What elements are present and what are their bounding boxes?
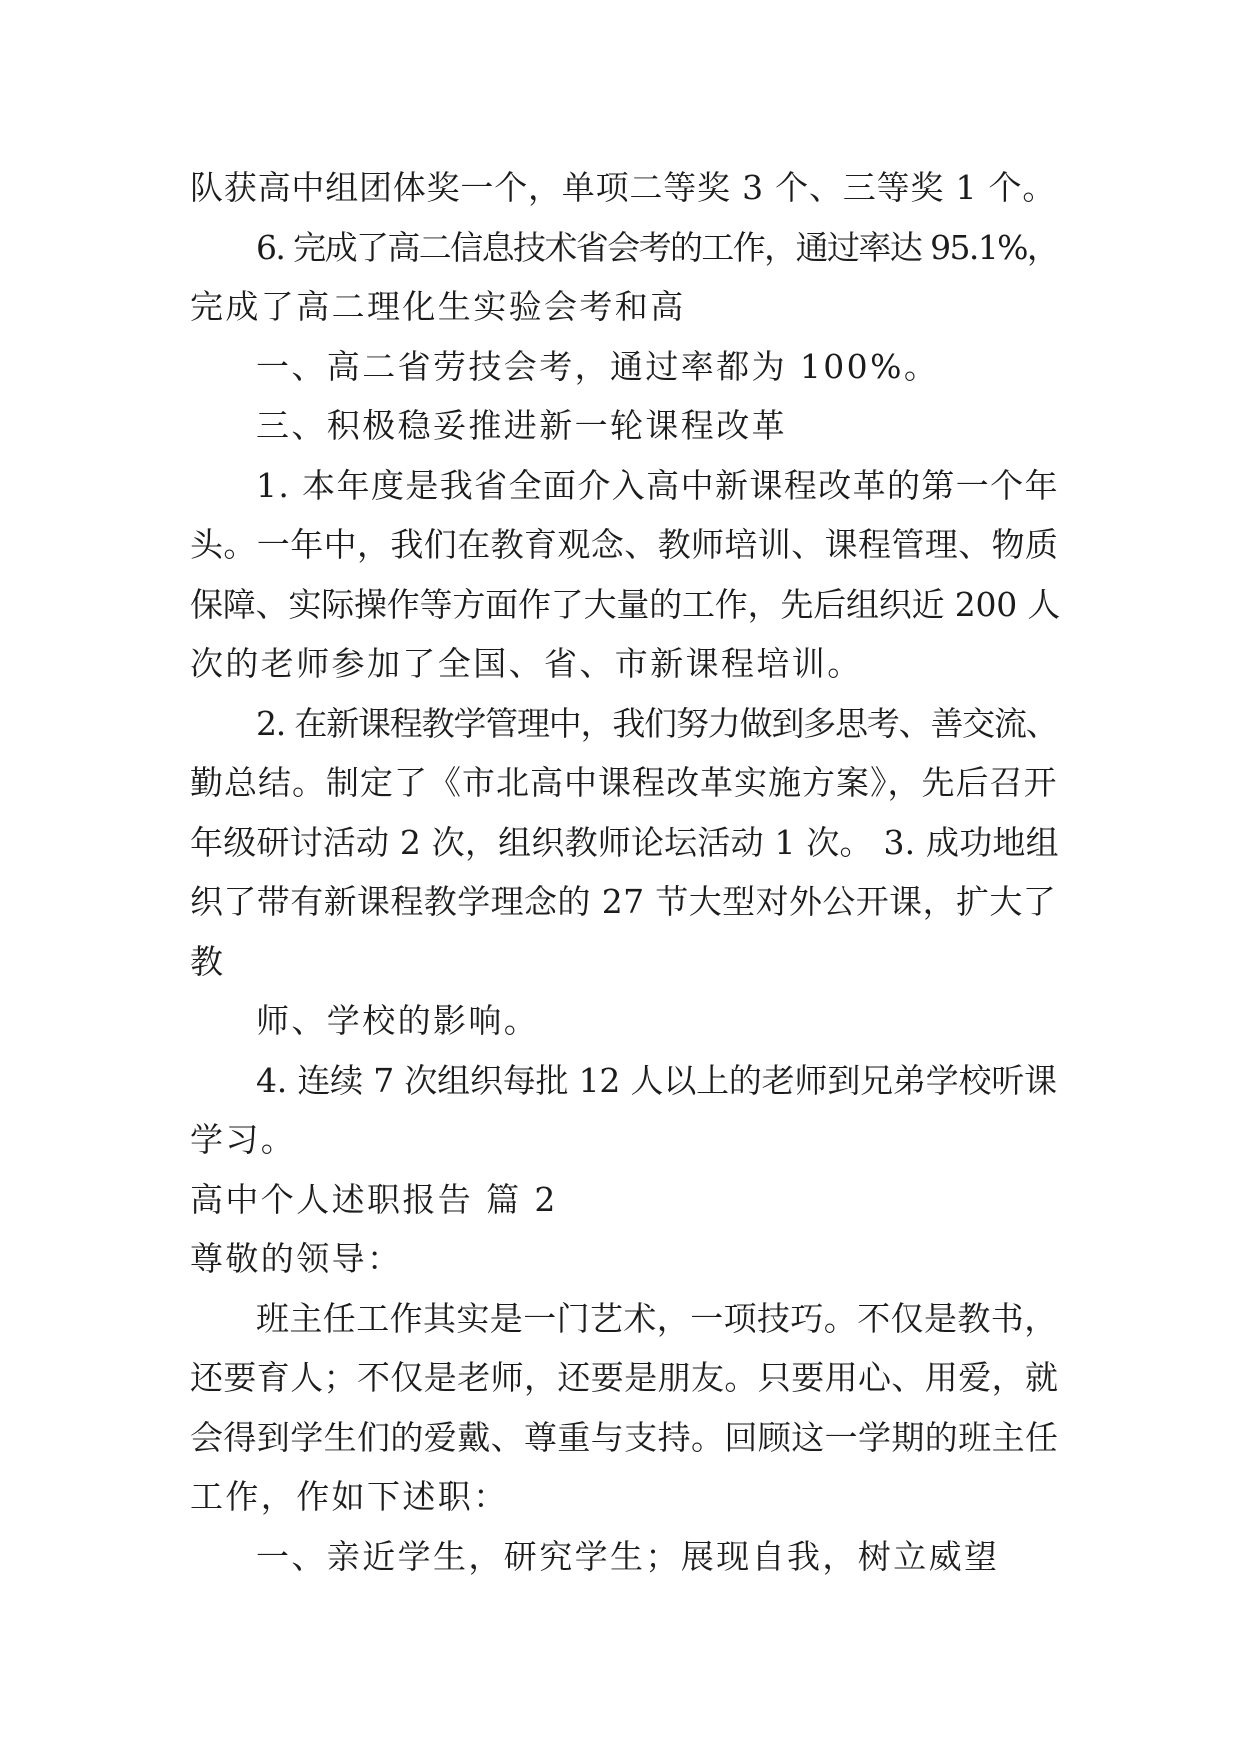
text-line: 工作，作如下述职： [190,1477,509,1516]
report-title: 高中个人述职报告 篇 2 [190,1180,558,1219]
text-line: 学习。 [190,1120,297,1159]
text-line: 勤总结。制定了《市北高中课程改革实施方案》，先后召开 [190,763,1058,802]
text-line: 师、学校的影响。 [256,1001,540,1040]
text-line: 完成了高二理化生实验会考和高 [190,287,686,326]
text-line: 织了带有新课程教学理念的 27 节大型对外公开课，扩大了 [190,882,1057,921]
text-line: 还要育人；不仅是老师，还要是朋友。只要用心、用爱，就 [190,1358,1059,1397]
text-line: 6. 完成了高二信息技术省会考的工作，通过率达 95.1%， [256,228,1059,267]
text-line: 2. 在新课程教学管理中，我们努力做到多思考、善交流、 [256,704,1058,743]
text-line: 一、高二省劳技会考，通过率都为 100%。 [256,347,940,386]
text-line: 队获高中组团体奖一个，单项二等奖 3 个、三等奖 1 个。 [190,168,1057,207]
text-line: 4. 连续 7 次组织每批 12 人以上的老师到兄弟学校听课 [256,1061,1057,1100]
text-line: 1. 本年度是我省全面介入高中新课程改革的第一个年 [256,466,1059,505]
section-heading: 三、积极稳妥推进新一轮课程改革 [256,406,787,445]
salutation: 尊敬的领导： [190,1239,403,1278]
section-heading: 一、亲近学生，研究学生；展现自我，树立威望 [256,1537,1000,1576]
text-line: 保障、实际操作等方面作了大量的工作，先后组织近 200 人 [190,585,1061,624]
text-line: 头。一年中，我们在教育观念、教师培训、课程管理、物质 [190,525,1059,564]
text-line: 会得到学生们的爱戴、尊重与支持。回顾这一学期的班主任 [190,1418,1059,1457]
text-line: 班主任工作其实是一门艺术，一项技巧。不仅是教书， [256,1299,1058,1338]
text-line: 次的老师参加了全国、省、市新课程培训。 [190,644,863,683]
text-line: 教 [190,942,226,981]
text-line: 年级研讨活动 2 次，组织教师论坛活动 1 次。 3. 成功地组 [190,823,1059,862]
